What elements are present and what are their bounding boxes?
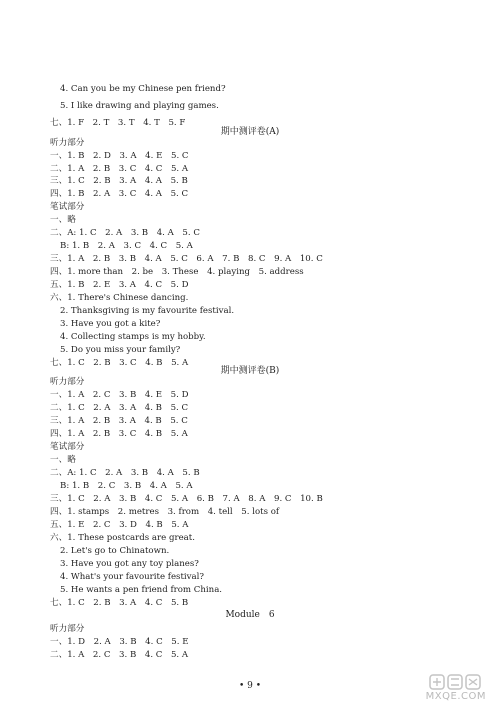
answer-line: 四、1. stamps 2. metres 3. from 4. tell 5. lots of <box>50 507 280 517</box>
answer-line: 二、1. A 2. C 3. B 4. C 5. A <box>50 650 189 660</box>
section-label: 笔试部分 <box>50 202 85 212</box>
section-label: 听力部分 <box>50 377 85 387</box>
section-label: 笔试部分 <box>50 442 85 452</box>
answer-line: 三、1. A 2. B 3. B 4. A 5. C 6. A 7. B 8. C 9. A 10. C <box>50 254 323 264</box>
answer-line: 六、1. These postcards are great. <box>50 533 195 543</box>
answer-line: 一、1. D 2. A 3. B 4. C 5. E <box>50 637 189 647</box>
answer-line: 二、A: 1. C 2. A 3. B 4. A 5. B <box>50 468 200 478</box>
answer-line: 四、1. A 2. B 3. C 4. B 5. A <box>50 429 188 439</box>
answer-line: 二、1. C 2. A 3. A 4. B 5. C <box>50 403 189 413</box>
answer-line: 七、1. C 2. B 3. A 4. C 5. B <box>50 598 189 608</box>
answer-line: 七、1. F 2. T 3. T 4. T 5. F <box>50 118 186 128</box>
answer-line: 一、1. A 2. C 3. B 4. E 5. D <box>50 390 189 400</box>
answer-line: 六、1. There's Chinese dancing. <box>50 293 189 303</box>
answer-line: 3. Have you got a kite? <box>60 319 161 329</box>
answer-line: 4. Can you be my Chinese pen friend? <box>60 84 226 94</box>
answer-line: 一、1. B 2. D 3. A 4. E 5. C <box>50 151 189 161</box>
answer-line: 四、1. B 2. A 3. C 4. A 5. C <box>50 189 189 199</box>
answer-line: 4. What's your favourite festival? <box>60 572 204 582</box>
answer-line: 三、1. C 2. B 3. A 4. A 5. B <box>50 176 188 186</box>
answer-line: 4. Collecting stamps is my hobby. <box>60 332 206 342</box>
watermark-logo-icon <box>428 672 484 692</box>
section-label: 听力部分 <box>50 624 85 634</box>
answer-line: 四、1. more than 2. be 3. These 4. playing 5. address <box>50 267 304 277</box>
watermark <box>424 670 494 704</box>
answer-line: 3. Have you got any toy planes? <box>60 559 199 569</box>
page-number: • 9 • <box>238 681 262 691</box>
answer-line: 5. Do you miss your family? <box>60 345 181 355</box>
answer-line: B: 1. B 2. C 3. B 4. A 5. A <box>60 481 193 491</box>
answer-line: 三、1. A 2. B 3. A 4. B 5. C <box>50 416 188 426</box>
answer-line: 2. Thanksgiving is my favourite festival. <box>60 306 235 316</box>
answer-line: 5. He wants a pen friend from China. <box>60 585 223 595</box>
answer-line: 2. Let's go to Chinatown. <box>60 546 170 556</box>
watermark-text: MXQE.COM <box>425 691 486 702</box>
section-heading: 期中测评卷(A) <box>220 127 280 137</box>
answer-line: 五、1. B 2. E 3. A 4. C 5. D <box>50 280 189 290</box>
answer-line: 5. I like drawing and playing games. <box>60 101 219 111</box>
answer-line: 二、1. A 2. B 3. C 4. C 5. A <box>50 164 189 174</box>
section-label: 听力部分 <box>50 138 85 148</box>
answer-line: 三、1. C 2. A 3. B 4. C 5. A 6. B 7. A 8. A 9. C 10. B <box>50 494 323 504</box>
section-heading: Module 6 <box>225 610 275 620</box>
answer-line: 七、1. C 2. B 3. C 4. B 5. A <box>50 358 189 368</box>
answer-line: B: 1. B 2. A 3. C 4. C 5. A <box>60 241 193 251</box>
answer-line: 二、A: 1. C 2. A 3. B 4. A 5. C <box>50 228 200 238</box>
answer-line: 一、略 <box>50 215 76 225</box>
answer-line: 一、略 <box>50 455 76 465</box>
section-heading: 期中测评卷(B) <box>220 366 280 376</box>
answer-line: 五、1. E 2. C 3. D 4. B 5. A <box>50 520 189 530</box>
